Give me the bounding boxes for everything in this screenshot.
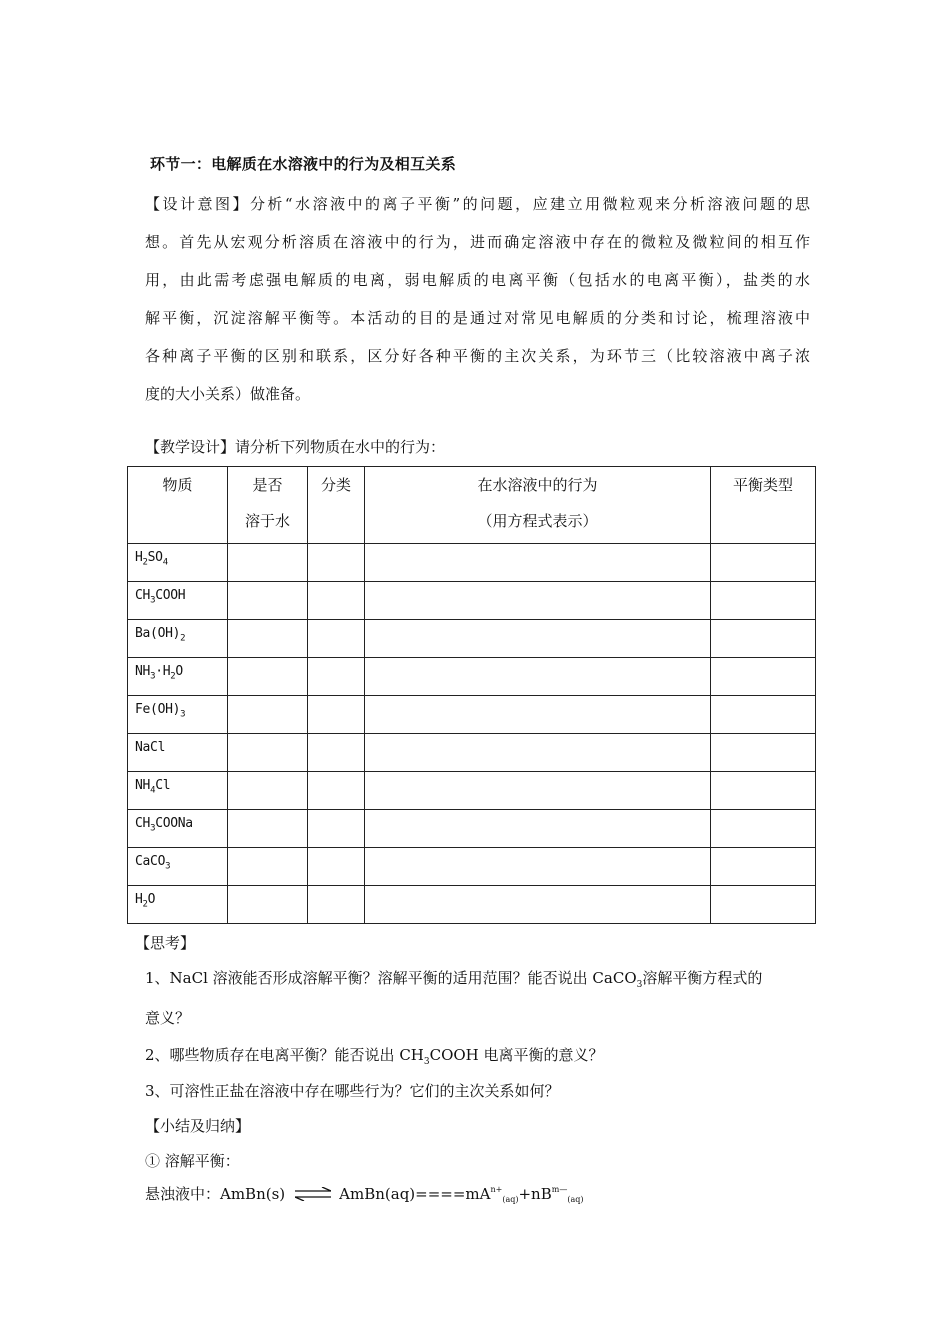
cell-soluble bbox=[228, 734, 308, 772]
cell-behavior bbox=[365, 772, 711, 810]
substance-formula: $CH_3COOH$ bbox=[128, 582, 228, 620]
reversible-arrow-icon bbox=[295, 1187, 331, 1201]
table-row bbox=[128, 544, 816, 582]
substance-formula: $CH_3COONa$ bbox=[128, 810, 228, 848]
substance-table bbox=[127, 466, 816, 924]
header-substance: 物质 bbox=[128, 467, 228, 544]
cell-category bbox=[308, 886, 365, 924]
cell-soluble bbox=[228, 886, 308, 924]
table-row bbox=[128, 772, 816, 810]
table-row bbox=[128, 848, 816, 886]
design-intent-line: 度的大小关系）做准备。 bbox=[145, 385, 311, 403]
header-equilibrium-type: 平衡类型 bbox=[711, 467, 816, 544]
cell-equilibrium-type bbox=[711, 620, 816, 658]
cell-soluble bbox=[228, 620, 308, 658]
cell-category bbox=[308, 848, 365, 886]
cell-category bbox=[308, 658, 365, 696]
thinking-heading: 【思考】 bbox=[135, 934, 196, 952]
cell-equilibrium-type bbox=[711, 810, 816, 848]
cell-behavior bbox=[365, 848, 711, 886]
teaching-design-label: 【教学设计】请分析下列物质在水中的行为： bbox=[145, 438, 446, 456]
substance-formula: CaCO$_3$ bbox=[128, 848, 228, 886]
question-1-line-2: 意义？ bbox=[145, 1009, 191, 1027]
cell-behavior bbox=[365, 734, 711, 772]
question-2: 2、哪些物质存在电离平衡？能否说出 $CH_3COOH$ 电离平衡的意义？ bbox=[145, 1046, 604, 1067]
cell-equilibrium-type bbox=[711, 658, 816, 696]
cell-equilibrium-type bbox=[711, 848, 816, 886]
table-row bbox=[128, 886, 816, 924]
cell-category bbox=[308, 810, 365, 848]
substance-formula: $NH_3\cdot H_2O$ bbox=[128, 658, 228, 696]
header-category: 分类 bbox=[308, 467, 365, 544]
cell-equilibrium-type bbox=[711, 734, 816, 772]
substance-formula: $Fe(OH)_3$ bbox=[128, 696, 228, 734]
question-1-line-1: 1、NaCl 溶液能否形成溶解平衡？溶解平衡的适用范围？能否说出 CaCO$_3$溶解平衡方程式的 bbox=[145, 969, 763, 990]
substance-formula: NaCl bbox=[128, 734, 228, 772]
summary-heading: 【小结及归纳】 bbox=[145, 1117, 251, 1135]
table-row bbox=[128, 734, 816, 772]
table-row bbox=[128, 810, 816, 848]
design-intent-paragraph bbox=[145, 185, 810, 413]
cell-soluble bbox=[228, 544, 308, 582]
cell-category bbox=[308, 696, 365, 734]
cell-category bbox=[308, 734, 365, 772]
cell-behavior bbox=[365, 696, 711, 734]
cell-category bbox=[308, 772, 365, 810]
table-header-row bbox=[128, 467, 816, 544]
header-soluble: 是否 溶于水 bbox=[228, 467, 308, 544]
cell-soluble bbox=[228, 810, 308, 848]
cell-soluble bbox=[228, 658, 308, 696]
cell-equilibrium-type bbox=[711, 582, 816, 620]
cell-behavior bbox=[365, 886, 711, 924]
substance-formula: $H_2SO_4$ bbox=[128, 544, 228, 582]
cell-equilibrium-type bbox=[711, 772, 816, 810]
substance-formula: $H_2O$ bbox=[128, 886, 228, 924]
design-intent-line: 解平衡，沉淀溶解平衡等。本活动的目的是通过对常见电解质的分类和讨论，梳理溶液中 bbox=[145, 309, 810, 327]
table-row bbox=[128, 658, 816, 696]
cell-soluble bbox=[228, 848, 308, 886]
cell-equilibrium-type bbox=[711, 886, 816, 924]
cell-category bbox=[308, 544, 365, 582]
question-3: 3、可溶性正盐在溶液中存在哪些行为？它们的主次关系如何？ bbox=[145, 1082, 560, 1100]
cell-behavior bbox=[365, 810, 711, 848]
section-title: 环节一：电解质在水溶液中的行为及相互关系 bbox=[150, 155, 457, 173]
design-intent-line: 用，由此需考虑强电解质的电离，弱电解质的电离平衡（包括水的电离平衡），盐类的水 bbox=[145, 271, 810, 289]
design-intent-line: 想。首先从宏观分析溶质在溶液中的行为，进而确定溶液中存在的微粒及微粒间的相互作 bbox=[145, 233, 810, 251]
header-behavior: 在水溶液中的行为 （用方程式表示） bbox=[365, 467, 711, 544]
cell-soluble bbox=[228, 696, 308, 734]
table-body bbox=[128, 544, 816, 924]
cell-soluble bbox=[228, 582, 308, 620]
cell-behavior bbox=[365, 620, 711, 658]
cell-soluble bbox=[228, 772, 308, 810]
cell-category bbox=[308, 582, 365, 620]
table-row bbox=[128, 696, 816, 734]
cell-equilibrium-type bbox=[711, 696, 816, 734]
cell-behavior bbox=[365, 582, 711, 620]
cell-behavior bbox=[365, 544, 711, 582]
dissolution-equation: 悬浊液中：AmBn(s) $AmBn(aq)====mA^{n+}_{(aq)}+nB^{m—}_{(aq)}$ bbox=[145, 1185, 584, 1204]
design-intent-line: 各种离子平衡的区别和联系，区分好各种平衡的主次关系，为环节三（比较溶液中离子浓 bbox=[145, 347, 810, 365]
design-intent-line: 【设计意图】分析“水溶液中的离子平衡”的问题，应建立用微粒观来分析溶液问题的思 bbox=[145, 195, 810, 213]
table-row bbox=[128, 582, 816, 620]
cell-category bbox=[308, 620, 365, 658]
cell-equilibrium-type bbox=[711, 544, 816, 582]
table-row bbox=[128, 620, 816, 658]
substance-formula: $NH_4Cl$ bbox=[128, 772, 228, 810]
summary-item-1: ① 溶解平衡： bbox=[145, 1152, 240, 1170]
substance-formula: $Ba(OH)_2$ bbox=[128, 620, 228, 658]
cell-behavior bbox=[365, 658, 711, 696]
